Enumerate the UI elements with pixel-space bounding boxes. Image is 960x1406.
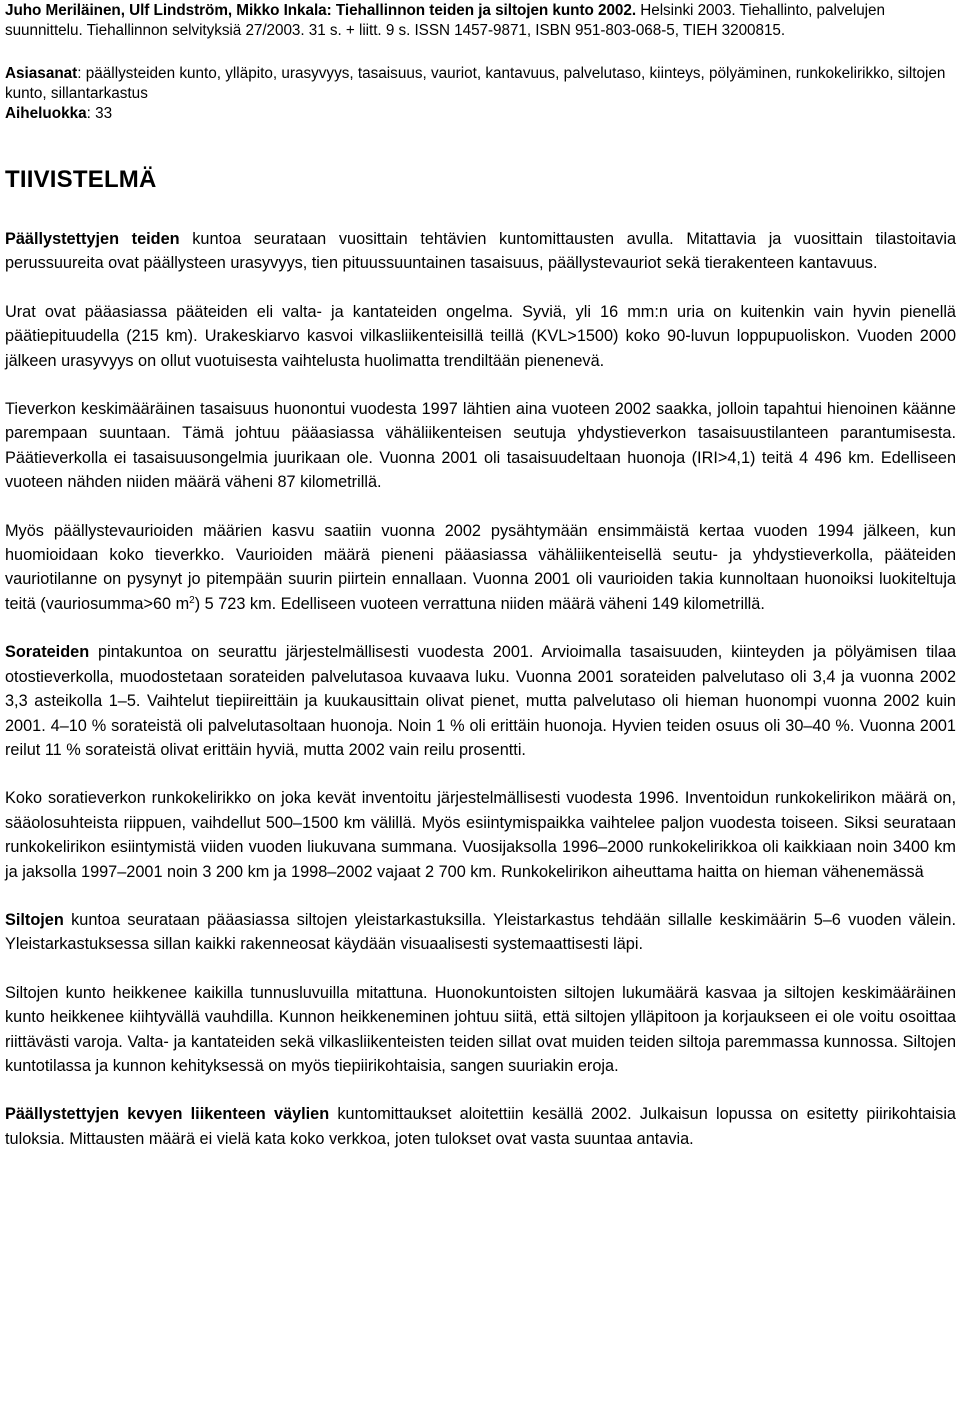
paragraph-bridges-text: kuntoa seurataan pääasiassa siltojen yleistarkastuksilla. Yleistarkastus tehdään sillalle keskimäärin 5–6 vuoden välein. Yleistarkastuksessa sillan kaikki rakenneosat käydään visuaalisesti systemaattisesti läpi. bbox=[5, 910, 956, 954]
paragraph-gravel-roads bbox=[5, 640, 956, 762]
category-line bbox=[5, 104, 956, 124]
paragraph-ruts: Urat ovat pääasiassa pääteiden eli valta- ja kantateiden ongelma. Syviä, yli 16 mm:n uria on kuitenkin vain hyvin pienellä päätiepituudella (215 km). Urakeskiarvo kasvoi vilkasliikenteisillä teillä (KVL>1500) koko 90-luvun loppupuoliskon. Vuoden 2000 jälkeen urasyvyys on ollut vuotuisesta vaihtelusta huolimatta trendiltään pienenevä. bbox=[5, 302, 956, 370]
paragraph-bridge-condition: Siltojen kunto heikkenee kaikilla tunnusluvuilla mitattuna. Huonokuntoisten siltojen lukumäärä kasvaa ja siltojen keskimääräinen kunto heikkenee kiihtyvällä vauhdilla. Kunnon heikkeneminen johtuu siitä, että siltojen ylläpitoon ja korjaukseen ei ole voitu osoittaa riittävästi varoja. Valta- ja kantateiden sekä vilkasliikenteisten teiden sillat ovat muiden teiden siltoja paremmassa kunnossa. Siltojen kuntotilassa ja kunnon kehityksessä on myös tiepiirikohtaisia, sangen suuriakin eroja. bbox=[5, 983, 956, 1075]
paragraph-pavement-damage-text-a: Myös päällystevaurioiden määrien kasvu saatiin vuonna 2002 pysähtymään ensimmäistä kertaa vuoden 1994 jälkeen, kun huomioidaan koko tieverkko. Vaurioiden määrä pieneni pääasiassa vähäliikenteisellä seutu- ja yhdystieverkolla, pääteiden vauriotilanne on pysynyt jo pitempään suurin piirtein ennallaan. Vuonna 2001 oli vaurioiden takia kunnoltaan huonoiksi luokiteltuja teitä (vauriosumma>60 m bbox=[5, 521, 956, 613]
category-text: : 33 bbox=[86, 105, 113, 122]
superscript-two: 2 bbox=[189, 594, 195, 606]
keywords-label: Asiasanat bbox=[5, 65, 78, 82]
paragraph-pavement-damage-text-b: ) 5 723 km. Edelliseen vuoteen verrattuna niiden määrä väheni 149 kilometrillä. bbox=[194, 594, 765, 613]
paragraph-light-traffic-routes-lead: Päällystettyjen kevyen liikenteen väylien bbox=[5, 1105, 330, 1124]
keywords-text: : päällysteiden kunto, ylläpito, urasyvyys, tasaisuus, vauriot, kantavuus, palvelutaso, kiinteys, pölyäminen, runkokelirikko, siltojen kunto, sillantarkastus bbox=[5, 65, 946, 102]
paragraph-frost-damage: Koko soratieverkon runkokelirikko on joka kevät inventoitu järjestelmällisesti vuodesta 1996. Inventoidun runkokelirikon määrä on, sääolosuhteista riippuen, vaihdellut 500–1500 km välillä. Myös esiintymispaikka vaihtelee paljon vuodesta toiseen. Siksi seurataan runkokelirikon esiintymistä viiden vuoden liukuvana summana. Vuosijaksolla 1996–2000 runkokelirikkoa oli kaikkiaan noin 3400 km ja jaksolla 1997–2001 noin 3 200 km ja 1998–2002 vajaat 2 700 km. Runkokelirikon aiheuttama haitta on hieman vähenemässä bbox=[5, 789, 956, 881]
abstract-heading: TIIVISTELMÄ bbox=[5, 166, 157, 193]
paragraph-pavement-damage bbox=[5, 519, 956, 617]
paragraph-gravel-roads-text: pintakuntoa on seurattu järjestelmällisesti vuodesta 2001. Arvioimalla tasaisuuden, kiinteyden ja pölyämisen tilaa otostieverkolla, muodostetaan sorateiden palvelutasoa kuvaava luku. Vuonna 2001 sorateiden palvelutaso oli 3,4 ja vuonna 2002 3,3 asteikolla 1–5. Vaihtelut tiepiireittäin ja kuukausittain olivat pienet, mutta palvelutaso oli hieman huonompi vuonna 2002 kuin 2001. 4–10 % sorateistä oli palvelutasoltaan huonoja. Noin 1 % oli erittäin huonoja. Hyvien teiden osuus oli 30–40 %. Vuonna 2001 reilut 11 % sorateistä olivat erittäin hyviä, mutta 2002 vain reilu prosentti. bbox=[5, 643, 956, 759]
paragraph-gravel-roads-lead: Sorateiden bbox=[5, 643, 90, 662]
paragraph-paved-roads bbox=[5, 227, 956, 276]
citation-authors-title: Juho Meriläinen, Ulf Lindström, Mikko Inkala: Tiehallinnon teiden ja siltojen kunto 2002. bbox=[5, 2, 637, 19]
paragraph-paved-roads-text: kuntoa seurataan vuosittain tehtävien kuntomittausten avulla. Mitattavia ja vuosittain tilastoitavia perussuureita ovat päällysteen urasyvyys, tien pituussuuntainen tasaisuus, päällystevauriot sekä tierakenteen kantavuus. bbox=[5, 230, 956, 273]
paragraph-bridges-lead: Siltojen bbox=[5, 910, 64, 929]
paragraph-light-traffic-routes bbox=[5, 1102, 956, 1151]
category-label: Aiheluokka bbox=[5, 105, 87, 122]
citation-publication-details: Helsinki 2003. Tiehallinto, palvelujen suunnittelu. Tiehallinnon selvityksiä 27/2003. 31 s. + liitt. 9 s. ISSN 1457-9871, ISBN 951-803-068-5, TIEH 3200815. bbox=[5, 2, 885, 39]
paragraph-light-traffic-routes-text: kuntomittaukset aloitettiin kesällä 2002. Julkaisun lopussa on esitetty piirikohtaisia tuloksia. Mittausten määrä ei vielä kata koko verkkoa, joten tulokset ovat vasta suuntaa antavia. bbox=[5, 1105, 956, 1148]
keywords-line bbox=[5, 64, 956, 104]
citation-block bbox=[5, 0, 956, 41]
paragraph-bridges bbox=[5, 908, 956, 957]
paragraph-evenness: Tieverkon keskimääräinen tasaisuus huonontui vuodesta 1997 lähtien aina vuoteen 2002 saakka, jolloin tapahtui hienoinen käänne parempaan suuntaan. Tämä johtuu pääasiassa vähäliikenteisen seutuja yhdystieverkon tasaisuustilanteen parantumisesta. Päätieverkolla ei tasaisuusongelmia juurikaan ole. Vuonna 2001 oli tasaisuudeltaan huonoja (IRI>4,1) teitä 4 496 km. Edelliseen vuoteen nähden niiden määrä väheni 87 kilometrillä. bbox=[5, 400, 956, 492]
paragraph-paved-roads-lead: Päällystettyjen teiden bbox=[5, 230, 180, 248]
